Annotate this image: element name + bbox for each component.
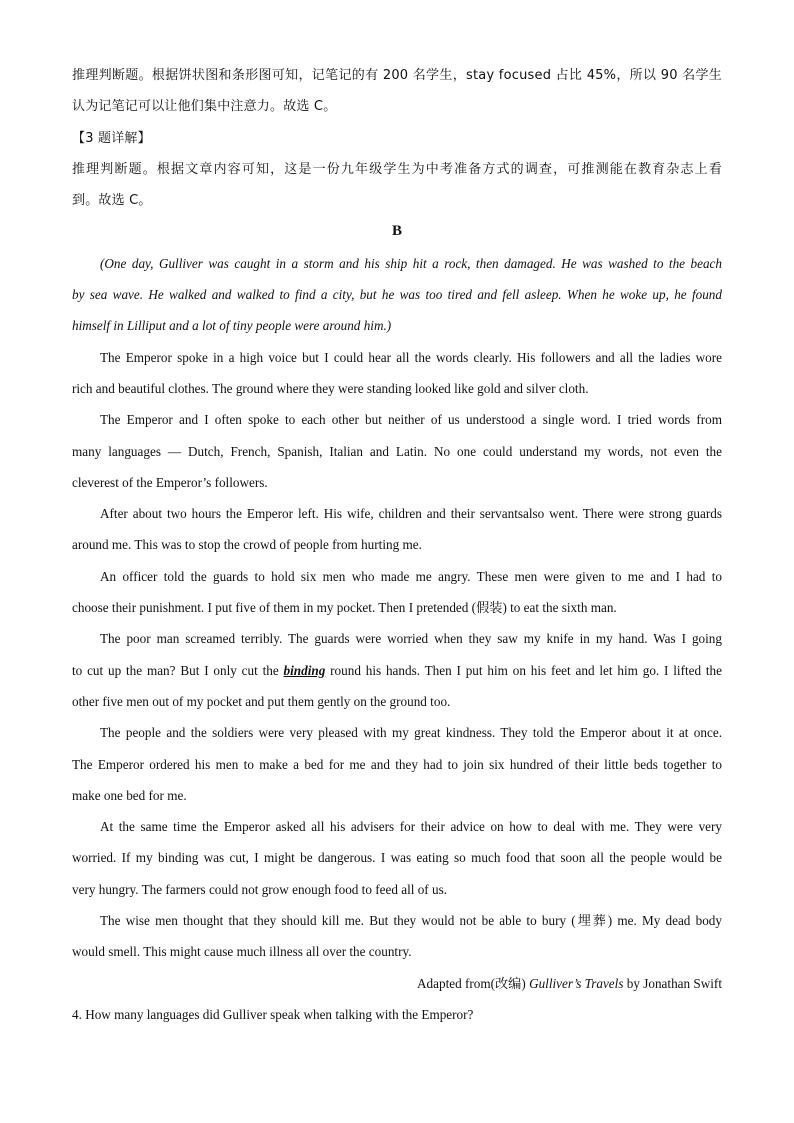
line-text: The poor man screamed terribly. The guards were worried when they saw my knife in my hand. Was I going	[100, 631, 722, 647]
highlighted-word: binding	[283, 662, 326, 678]
source-suffix: by Jonathan Swift	[623, 975, 722, 991]
line-text: other five men out of my pocket and put them gently on the ground too.	[72, 693, 451, 709]
paragraph-line	[72, 342, 722, 373]
paragraph-line	[72, 404, 722, 435]
document-page	[72, 60, 722, 1030]
line-text: An officer told the guards to hold six men who made me angry. These men were given to me and I had to	[100, 568, 722, 584]
previous-answer-explanation	[72, 60, 722, 216]
line-text: to cut up the man? But I only cut the binding round his hands. Then I put him on his feet and let him go. I lifted the	[72, 662, 722, 678]
line-text: himself in Lilliput and a lot of tiny people were around him.)	[72, 318, 392, 334]
paragraph	[72, 404, 722, 498]
line-text: many languages — Dutch, French, Spanish, Italian and Latin. No one could understand my words, not even the	[72, 443, 722, 459]
line-text: The Emperor spoke in a high voice but I could hear all the words clearly. His followers and all the ladies wore	[100, 349, 722, 365]
line-text: The Emperor and I often spoke to each other but neither of us understood a single word. I tried words from	[100, 412, 722, 428]
line-text: around me. This was to stop the crowd of people from hurting me.	[72, 537, 422, 553]
paragraph-line	[72, 874, 722, 905]
line-text: make one bed for me.	[72, 787, 187, 803]
line-text: The Emperor ordered his men to make a bed for me and they had to join six hundred of their little beds together to	[72, 756, 722, 772]
paragraph-line	[72, 811, 722, 842]
paragraph-line	[72, 905, 722, 936]
paragraph-line	[72, 561, 722, 592]
paragraph-line	[72, 467, 722, 498]
line-text: rich and beautiful clothes. The ground where they were standing looked like gold and silver cloth.	[72, 380, 589, 396]
paragraph-line	[72, 780, 722, 811]
line-text: by sea wave. He walked and walked to find a city, but he was too tired and fell asleep. When he woke up, he found	[72, 287, 722, 303]
explanation-line: 认为记笔记可以让他们集中注意力。故选 C。	[72, 99, 337, 115]
question-3-heading: 【3 题详解】	[72, 130, 151, 146]
passage-body	[72, 342, 722, 968]
source-title: Gulliver’s Travels	[529, 975, 624, 991]
intro-line	[72, 279, 722, 310]
line-text: cleverest of the Emperor’s followers.	[72, 474, 268, 490]
line-text: The people and the soldiers were very pleased with my great kindness. They told the Emperor about it at once.	[100, 725, 722, 741]
paragraph	[72, 498, 722, 561]
question-4: 4. How many languages did Gulliver speak when talking with the Emperor?	[72, 1006, 474, 1022]
line-text: (One day, Gulliver was caught in a storm and his ship hit a rock, then damaged. He was washed to the beach	[100, 255, 722, 271]
paragraph-line	[72, 686, 722, 717]
paragraph-line	[72, 842, 722, 873]
paragraph	[72, 561, 722, 624]
paragraph-line	[72, 655, 722, 686]
line-text: worried. If my binding was cut, I might be dangerous. I was eating so much food that soon all the people would be	[72, 850, 722, 866]
paragraph-line	[72, 498, 722, 529]
line-text: At the same time the Emperor asked all his advisers for their advice on how to deal with me. They were very	[100, 819, 722, 835]
paragraph-line	[72, 529, 722, 560]
explanation-line: 到。故选 C。	[72, 193, 152, 209]
line-text: The wise men thought that they should kill me. But they would not be able to bury (埋葬) me. My dead body	[100, 913, 722, 929]
paragraph-line	[72, 717, 722, 748]
paragraph-line	[72, 749, 722, 780]
paragraph-line	[72, 436, 722, 467]
passage-intro	[72, 248, 722, 342]
line-text: would smell. This might cause much illness all over the country.	[72, 944, 412, 960]
paragraph	[72, 717, 722, 811]
paragraph	[72, 905, 722, 968]
paragraph	[72, 811, 722, 905]
line-text: After about two hours the Emperor left. His wife, children and their servantsalso went. There were strong guards	[100, 506, 722, 522]
source-attribution	[72, 968, 722, 999]
intro-line	[72, 310, 722, 341]
section-label: B	[391, 223, 402, 240]
paragraph-line	[72, 373, 722, 404]
source-prefix: Adapted from(改编)	[417, 975, 530, 991]
line-text: very hungry. The farmers could not grow enough food to feed all of us.	[72, 881, 448, 897]
paragraph	[72, 623, 722, 717]
paragraph-line	[72, 623, 722, 654]
explanation-line: 推理判断题。根据文章内容可知，这是一份九年级学生为中考准备方式的调查，可推测能在教育杂志上看	[72, 161, 722, 177]
paragraph-line	[72, 936, 722, 967]
paragraph-line	[72, 592, 722, 623]
explanation-line: 推理判断题。根据饼状图和条形图可知，记笔记的有 200 名学生，stay focused 占比 45%，所以 90 名学生	[72, 68, 722, 83]
paragraph	[72, 342, 722, 405]
intro-line	[72, 248, 722, 279]
line-text: choose their punishment. I put five of them in my pocket. Then I pretended (假装) to eat the sixth man.	[72, 600, 617, 616]
